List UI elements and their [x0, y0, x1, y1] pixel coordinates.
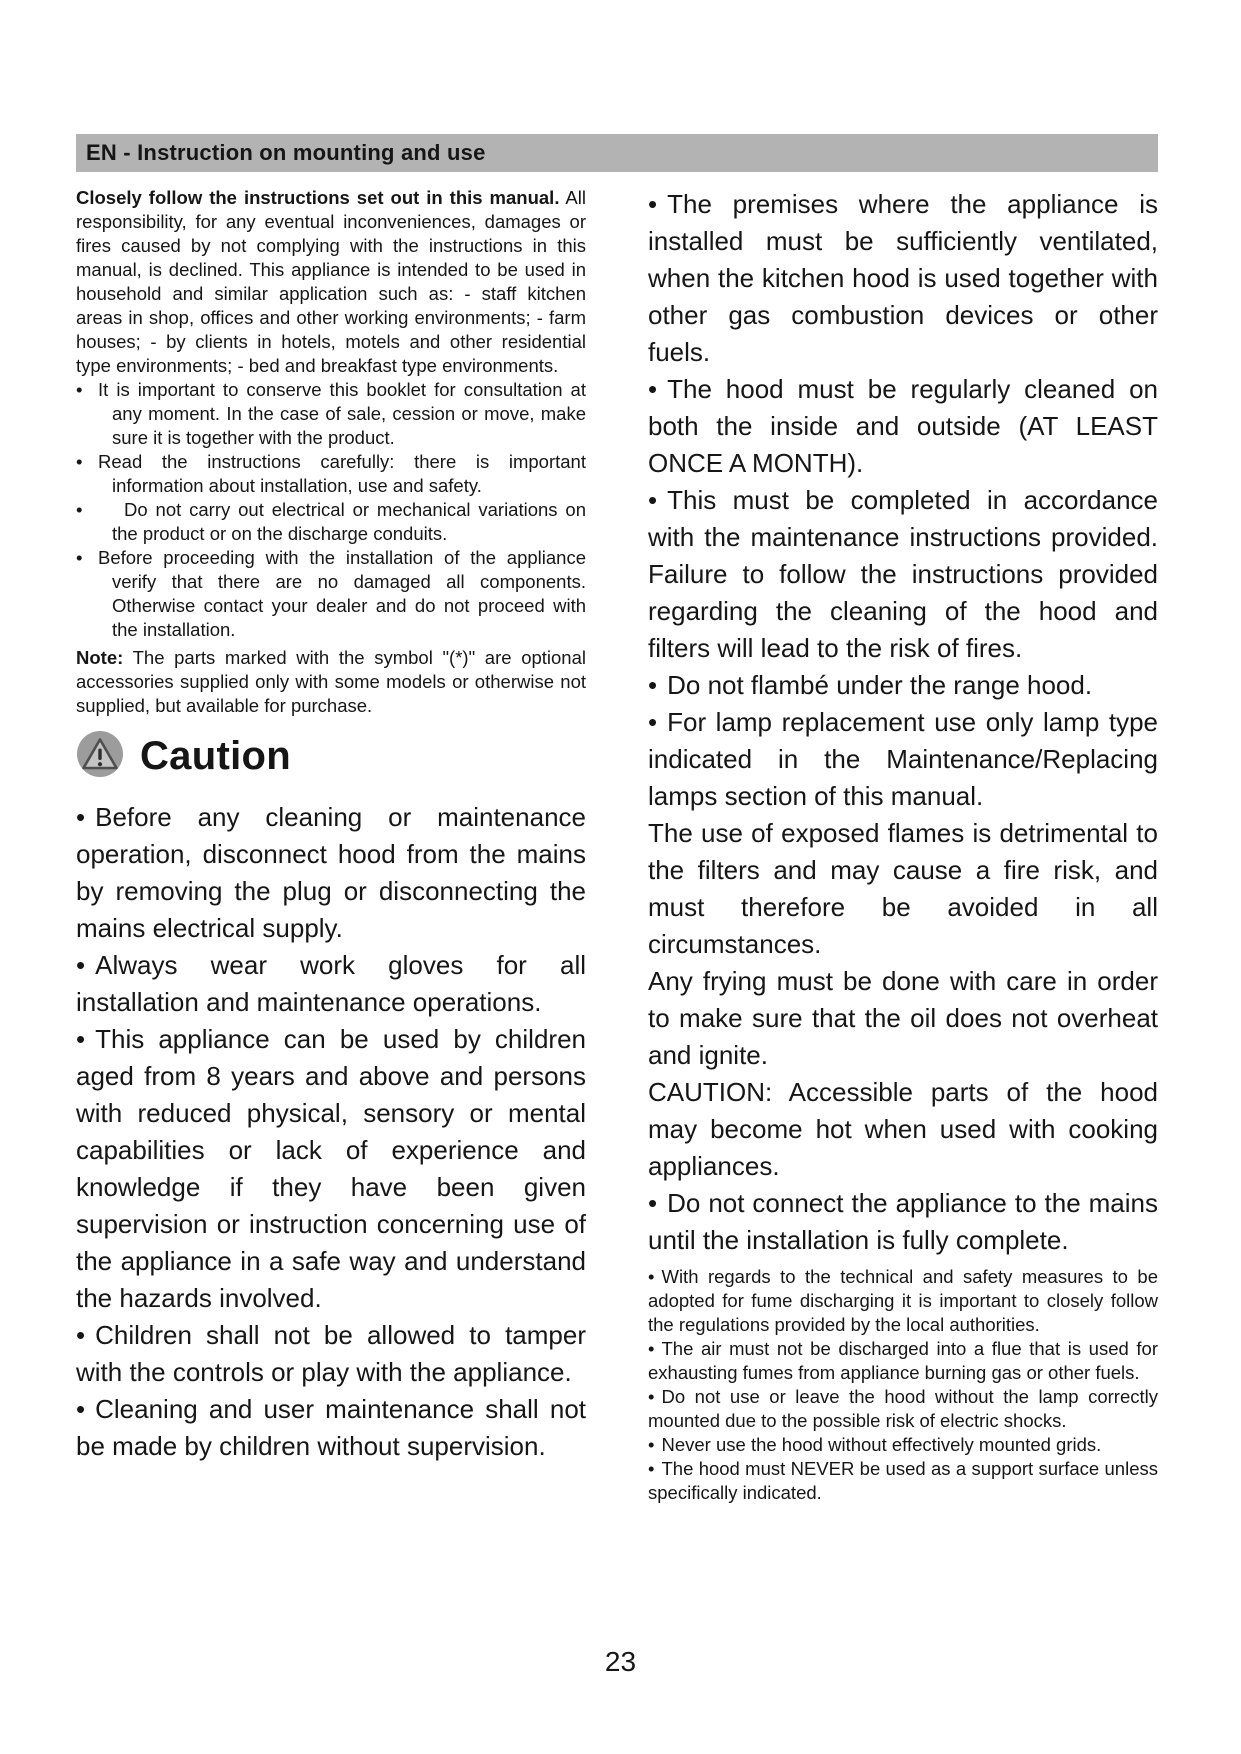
bullet-marker: •	[648, 374, 658, 404]
bullet-marker: •	[76, 1394, 86, 1424]
note-label: Note:	[76, 647, 124, 668]
list-item	[648, 1385, 1158, 1433]
list-item-text: This must be completed in accordance with the maintenance instructions provided. Failure to follow the instructions provided regarding the cleaning of the hood and filters will lead to the risk of fires.	[648, 485, 1158, 663]
list-item-text: With regards to the technical and safety measures to be adopted for fume discharging it is important to closely follow the regulations provided by the local authorities.	[648, 1266, 1158, 1335]
two-column-layout	[76, 186, 1158, 1505]
list-item	[76, 378, 586, 450]
bullet-marker: •	[648, 1338, 655, 1359]
bullet-marker: •	[76, 1320, 86, 1350]
list-item-text: The use of exposed flames is detrimental to the filters and may cause a fire risk, and must therefore be avoided in all circumstances.	[648, 818, 1158, 959]
bullet-marker: •	[76, 950, 86, 980]
caution-title: Caution	[140, 734, 291, 778]
page-content	[76, 134, 1158, 1505]
list-item	[648, 371, 1158, 482]
list-item-text: Never use the hood without effectively mounted grids.	[661, 1434, 1102, 1455]
bullet-marker: •	[648, 1386, 655, 1407]
caution-instruction-list	[76, 799, 586, 1465]
list-item-text: Before any cleaning or maintenance operation, disconnect hood from the mains by removing the plug or disconnecting the mains electrical supply.	[76, 802, 586, 943]
safety-instruction-list	[648, 186, 1158, 1259]
list-item	[648, 1337, 1158, 1385]
list-item-text: It is important to conserve this booklet for consultation at any moment. In the case of sale, cession or move, make sure it is together with the product.	[98, 379, 586, 448]
list-item	[648, 1265, 1158, 1337]
list-item	[648, 1074, 1158, 1185]
bullet-marker: •	[76, 802, 86, 832]
page-number: 23	[604, 1646, 637, 1677]
list-item-text: The air must not be discharged into a flue that is used for exhausting fumes from appliance burning gas or other fuels.	[648, 1338, 1158, 1383]
list-item-text: This appliance can be used by children aged from 8 years and above and persons with reduced physical, sensory or mental capabilities or lack of experience and knowledge if they have been given supervision or instruction concerning use of the appliance in a safe way and understand the hazards involved.	[76, 1024, 586, 1313]
bullet-marker: •	[648, 485, 658, 515]
bullet-marker: •	[648, 670, 658, 700]
bullet-marker: •	[648, 1266, 655, 1287]
bullet-marker: •	[648, 1434, 655, 1455]
list-item	[76, 1391, 586, 1465]
list-item	[648, 1433, 1158, 1457]
intro-body-text: All responsibility, for any eventual inconveniences, damages or fires caused by not complying with the instructions in this manual, is declined. This appliance is intended to be used in household and similar application such as: - staff kitchen areas in shop, offices and other working environments; - farm houses; - by clients in hotels, motels and other residential type environments; - bed and breakfast type environments.	[76, 187, 586, 376]
list-item	[76, 799, 586, 947]
list-item	[648, 704, 1158, 815]
bullet-marker: •	[648, 707, 658, 737]
list-item	[76, 546, 586, 642]
note-paragraph	[76, 646, 586, 718]
bullet-marker: •	[76, 1024, 86, 1054]
list-item	[648, 1457, 1158, 1505]
note-text: The parts marked with the symbol "(*)" are optional accessories supplied only with some models or otherwise not supplied, but available for purchase.	[76, 647, 586, 716]
bullet-marker: •	[648, 1458, 655, 1479]
list-item	[76, 947, 586, 1021]
list-item	[76, 450, 586, 498]
bullet-marker: •	[648, 1188, 658, 1218]
list-item-text: Do not use or leave the hood without the lamp correctly mounted due to the possible risk of electric shocks.	[648, 1386, 1158, 1431]
list-item-text: Any frying must be done with care in order to make sure that the oil does not overheat and ignite.	[648, 966, 1158, 1070]
right-column	[648, 186, 1158, 1505]
list-item-text: Read the instructions carefully: there is important information about installation, use and safety.	[98, 451, 586, 496]
list-item-text: Always wear work gloves for all installation and maintenance operations.	[76, 950, 586, 1017]
list-item-text: CAUTION: Accessible parts of the hood may become hot when used with cooking appliances.	[648, 1077, 1158, 1181]
bullet-marker: •	[76, 379, 83, 400]
list-item-text: The hood must NEVER be used as a support surface unless specifically indicated.	[648, 1458, 1158, 1503]
page-title: EN - Instruction on mounting and use	[86, 140, 486, 165]
list-item	[648, 482, 1158, 667]
list-item-text: For lamp replacement use only lamp type indicated in the Maintenance/Replacing lamps section of this manual.	[648, 707, 1158, 811]
list-item-text: Before proceeding with the installation of the appliance verify that there are no damaged all components. Otherwise contact your dealer and do not proceed with the installation.	[98, 547, 586, 640]
list-item-text: The premises where the appliance is installed must be sufficiently ventilated, when the kitchen hood is used together with other gas combustion devices or other fuels.	[648, 189, 1158, 367]
list-item-text: Children shall not be allowed to tamper with the controls or play with the appliance.	[76, 1320, 586, 1387]
general-instruction-list	[76, 378, 586, 642]
list-item	[648, 1185, 1158, 1259]
list-item	[76, 1021, 586, 1317]
intro-bold-text: Closely follow the instructions set out in this manual.	[76, 187, 560, 208]
header-bar	[76, 134, 1158, 172]
bullet-marker: •	[76, 499, 83, 520]
bullet-marker: •	[648, 189, 658, 219]
list-item	[648, 186, 1158, 371]
intro-paragraph	[76, 186, 586, 378]
list-item	[648, 667, 1158, 704]
list-item-text: Do not flambé under the range hood.	[667, 670, 1093, 700]
list-item-text: Do not connect the appliance to the mains until the installation is fully complete.	[648, 1188, 1158, 1255]
left-column	[76, 186, 586, 1465]
list-item-text: Do not carry out electrical or mechanical variations on the product or on the discharge conduits.	[112, 499, 586, 544]
warning-triangle-icon	[76, 730, 124, 783]
list-item	[76, 1317, 586, 1391]
bullet-marker: •	[76, 451, 83, 472]
list-item	[76, 498, 586, 546]
list-item	[648, 963, 1158, 1074]
list-item-text: The hood must be regularly cleaned on both the inside and outside (AT LEAST ONCE A MONTH).	[648, 374, 1158, 478]
list-item-text: Cleaning and user maintenance shall not be made by children without supervision.	[76, 1394, 586, 1461]
fine-print-list	[648, 1265, 1158, 1505]
list-item	[648, 815, 1158, 963]
caution-section-heading	[76, 730, 586, 783]
bullet-marker: •	[76, 547, 83, 568]
